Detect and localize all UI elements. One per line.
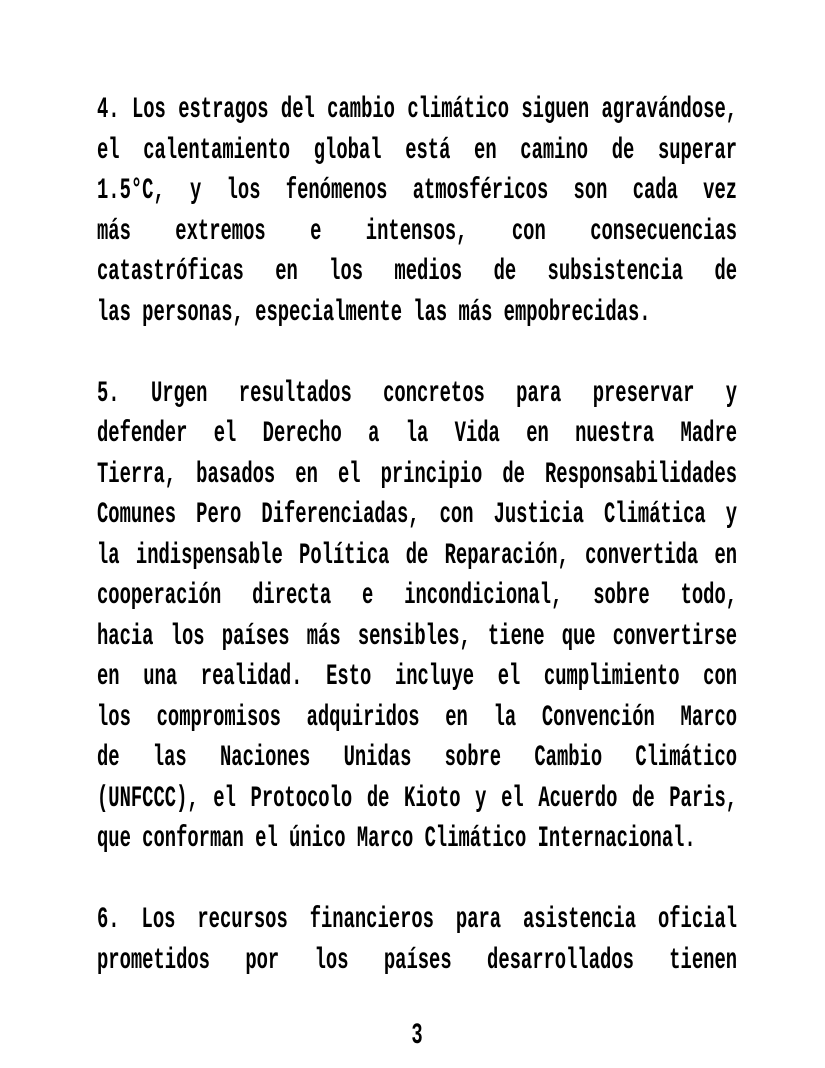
text-line: el calentamiento global está en camino de superar	[97, 133, 738, 168]
text-line: hacia los países más sensibles, tiene que convertirse	[97, 619, 738, 654]
text-line: prometidos por los países desarrollados tienen	[97, 943, 738, 978]
text-line: que conforman el único Marco Climático Internacional.	[97, 822, 696, 856]
text-line: Tierra, basados en el principio de Responsabilidades	[97, 457, 738, 492]
text-line: cooperación directa e incondicional, sobre todo,	[97, 579, 738, 613]
text-line: más extremos e intensos, con consecuencias	[97, 214, 738, 249]
text-line: catastróficas en los medios de subsistencia de	[97, 255, 738, 289]
paragraph-5	[97, 374, 737, 860]
paragraph-6	[97, 900, 737, 981]
page-content	[97, 90, 737, 1056]
text-line: defender el Derecho a la Vida en nuestra Madre	[97, 417, 738, 451]
text-line: en una realidad. Esto incluye el cumplimiento con	[97, 660, 738, 694]
text-line: Comunes Pero Diferenciadas, con Justicia Climática y	[97, 498, 738, 532]
text-line: las personas, especialmente las más empobrecidas.	[97, 295, 651, 330]
page-number: 3	[411, 1018, 423, 1053]
text-line: (UNFCCC), el Protocolo de Kioto y el Acuerdo de Paris,	[97, 781, 738, 816]
text-line: la indispensable Política de Reparación, convertida en	[97, 538, 738, 573]
text-line: 6. Los recursos financieros para asistencia oficial	[97, 903, 738, 937]
text-line: 5. Urgen resultados concretos para preservar y	[97, 376, 738, 411]
text-line: 1.5°C, y los fenómenos atmosféricos son cada vez	[97, 174, 738, 208]
text-column	[97, 90, 737, 1056]
text-line: los compromisos adquiridos en la Convención Marco	[97, 700, 738, 735]
text-line: 4. Los estragos del cambio climático siguen agravándose,	[97, 93, 738, 127]
text-line: de las Naciones Unidas sobre Cambio Climático	[97, 741, 738, 775]
paragraph-4	[97, 90, 737, 333]
